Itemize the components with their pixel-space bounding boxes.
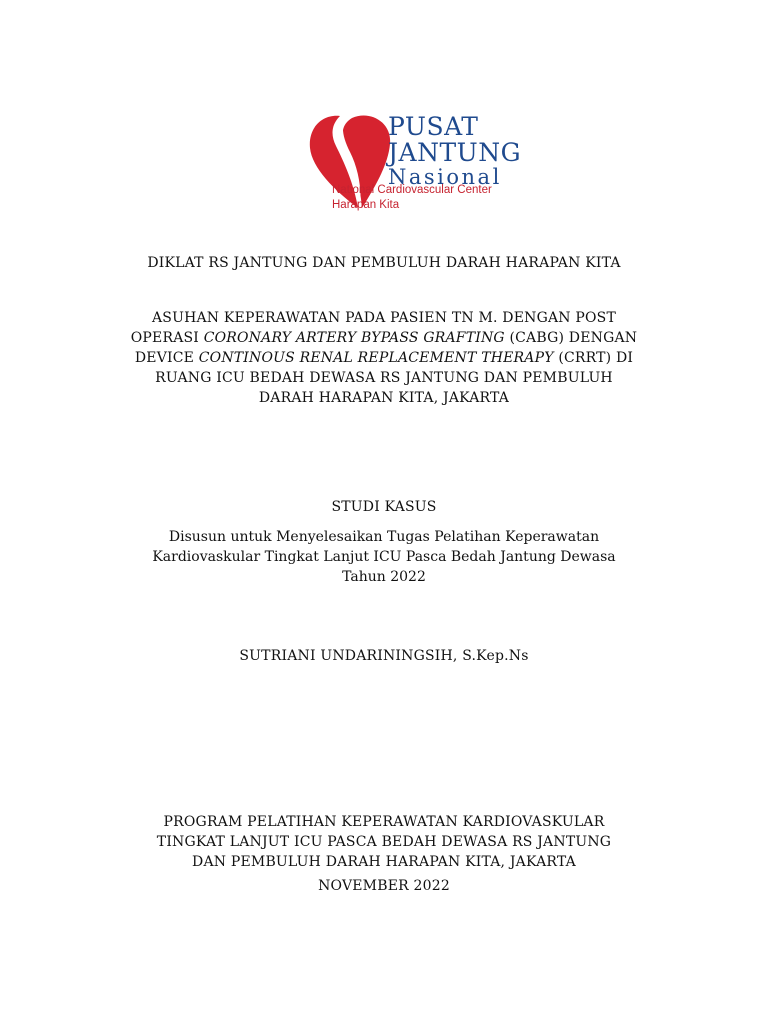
title-italic-crrt: CONTINOUS RENAL REPLACEMENT THERAPY [198, 350, 554, 366]
logo-subtitle-1: National Cardiovascular Center [332, 184, 492, 196]
logo-subtitle-2: Harapan Kita [332, 199, 400, 211]
case-study-label: STUDI KASUS [331, 499, 437, 515]
logo-line-jantung: JANTUNG [388, 138, 522, 167]
title-italic-cabg: CORONARY ARTERY BYPASS GRAFTING [203, 330, 505, 346]
heart-icon [300, 104, 400, 214]
title-part-1: ASUHAN KEPERAWATAN PADA PASIEN TN M. DENGAN POST OPERASI [130, 310, 617, 346]
purpose-statement: Disusun untuk Menyelesaikan Tugas Pelatihan Keperawatan Kardiovaskular Tingkat Lanjut ICU Pasca Bedah Jantung Dewasa Tahun 2022 [152, 529, 616, 585]
document-title [130, 308, 638, 408]
program-name: PROGRAM PELATIHAN KEPERAWATAN KARDIOVASKULAR TINGKAT LANJUT ICU PASCA BEDAH DEWASA RS JANTUNG DAN PEMBULUH DARAH HARAPAN KITA, JAKARTA [156, 814, 612, 870]
author-name: SUTRIANI UNDARININGSIH, S.Kep.Ns [239, 648, 529, 664]
institution-heading: DIKLAT RS JANTUNG DAN PEMBULUH DARAH HARAPAN KITA [147, 255, 621, 271]
title-part-3: (CRRT) DI RUANG ICU BEDAH DEWASA RS JANTUNG DAN PEMBULUH DARAH HARAPAN KITA, JAKARTA [155, 350, 634, 406]
logo-wordmark [388, 114, 558, 188]
logo-line-pusat: PUSAT [388, 112, 479, 141]
document-date: NOVEMBER 2022 [318, 878, 450, 894]
title-part-2: (CABG) DENGAN DEVICE [134, 330, 638, 366]
logo-line-nasional: Nasional [388, 165, 502, 189]
institution-logo [300, 104, 530, 222]
